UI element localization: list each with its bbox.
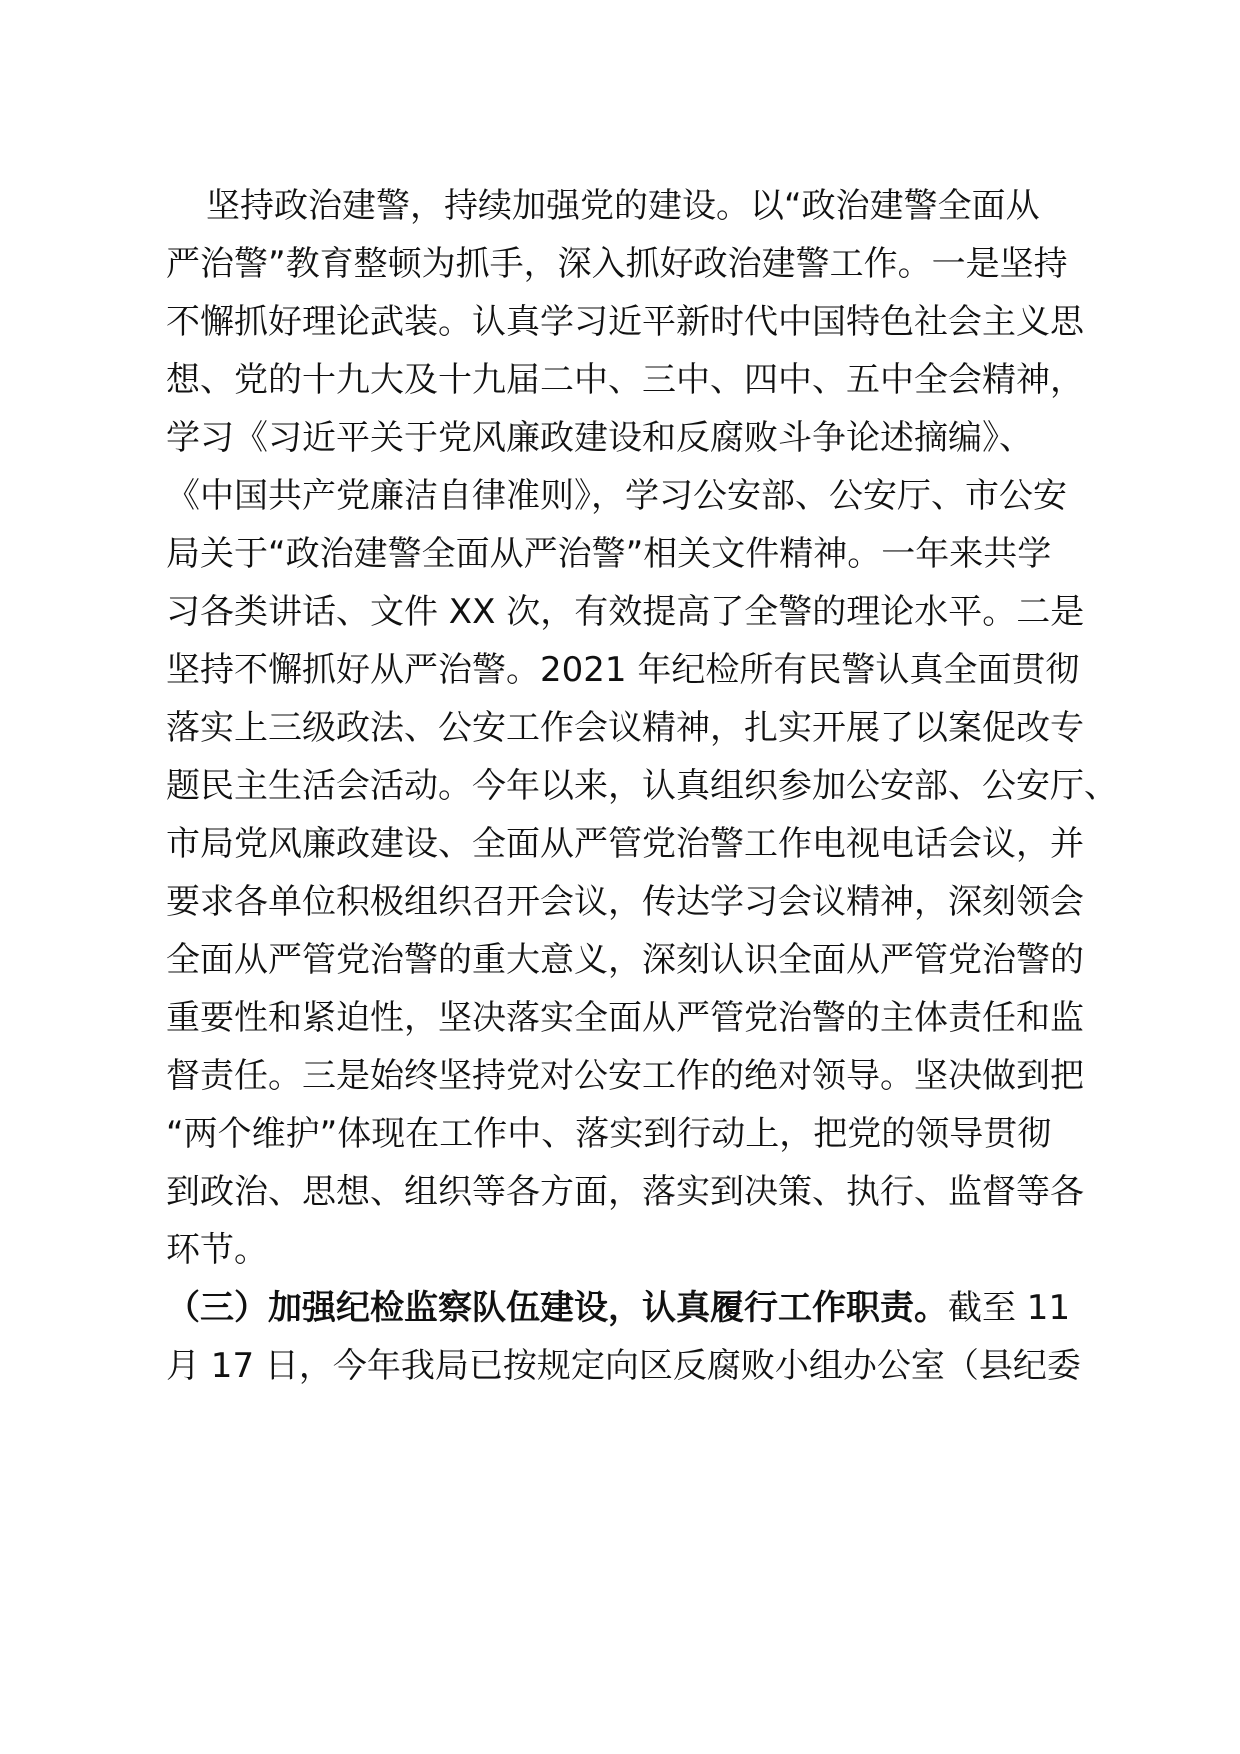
paragraph-line: 题民主生活会活动。今年以来，认真组织参加公安部、公安厅、	[166, 766, 1118, 806]
section-heading-tail: 截至 11	[948, 1288, 1071, 1328]
paragraph-line: 局关于“政治建警全面从严治警”相关文件精神。一年来共学	[166, 534, 1052, 574]
section-heading-line	[166, 1288, 1070, 1328]
paragraph-line: 市局党风廉政建设、全面从严管党治警工作电视电话会议，并	[166, 824, 1084, 864]
paragraph-line: 想、党的十九大及十九届二中、三中、四中、五中全会精神，	[166, 360, 1084, 400]
paragraph-line: “两个维护”体现在工作中、落实到行动上，把党的领导贯彻	[166, 1114, 1052, 1154]
paragraph-line: 坚持不懈抓好从严治警。2021 年纪检所有民警认真全面贯彻	[166, 650, 1080, 690]
paragraph-line: 环节。	[166, 1230, 268, 1270]
paragraph-line: 到政治、思想、组织等各方面，落实到决策、执行、监督等各	[166, 1172, 1084, 1212]
paragraph-line: 习各类讲话、文件 XX 次，有效提高了全警的理论水平。二是	[166, 592, 1085, 632]
paragraph-line: 月 17 日，今年我局已按规定向区反腐败小组办公室（县纪委	[166, 1346, 1081, 1386]
paragraph-line: 督责任。三是始终坚持党对公安工作的绝对领导。坚决做到把	[166, 1056, 1084, 1096]
paragraph-line: 全面从严管党治警的重大意义，深刻认识全面从严管党治警的	[166, 940, 1084, 980]
paragraph-line: 要求各单位积极组织召开会议，传达学习会议精神，深刻领会	[166, 882, 1084, 922]
paragraph-line: 坚持政治建警，持续加强党的建设。以“政治建警全面从	[206, 186, 1040, 226]
paragraph-line: 严治警”教育整顿为抓手，深入抓好政治建警工作。一是坚持	[166, 244, 1068, 284]
section-heading: （三）加强纪检监察队伍建设，认真履行工作职责。	[166, 1288, 948, 1328]
paragraph-line: 学习《习近平关于党风廉政建设和反腐败斗争论述摘编》、	[166, 418, 1033, 458]
paragraph-line: 不懈抓好理论武装。认真学习近平新时代中国特色社会主义思	[166, 302, 1084, 342]
paragraph-line: 重要性和紧迫性，坚决落实全面从严管党治警的主体责任和监	[166, 998, 1084, 1038]
paragraph-line: 《中国共产党廉洁自律准则》，学习公安部、公安厅、市公安	[166, 476, 1067, 516]
paragraph-line: 落实上三级政法、公安工作会议精神，扎实开展了以案促改专	[166, 708, 1084, 748]
